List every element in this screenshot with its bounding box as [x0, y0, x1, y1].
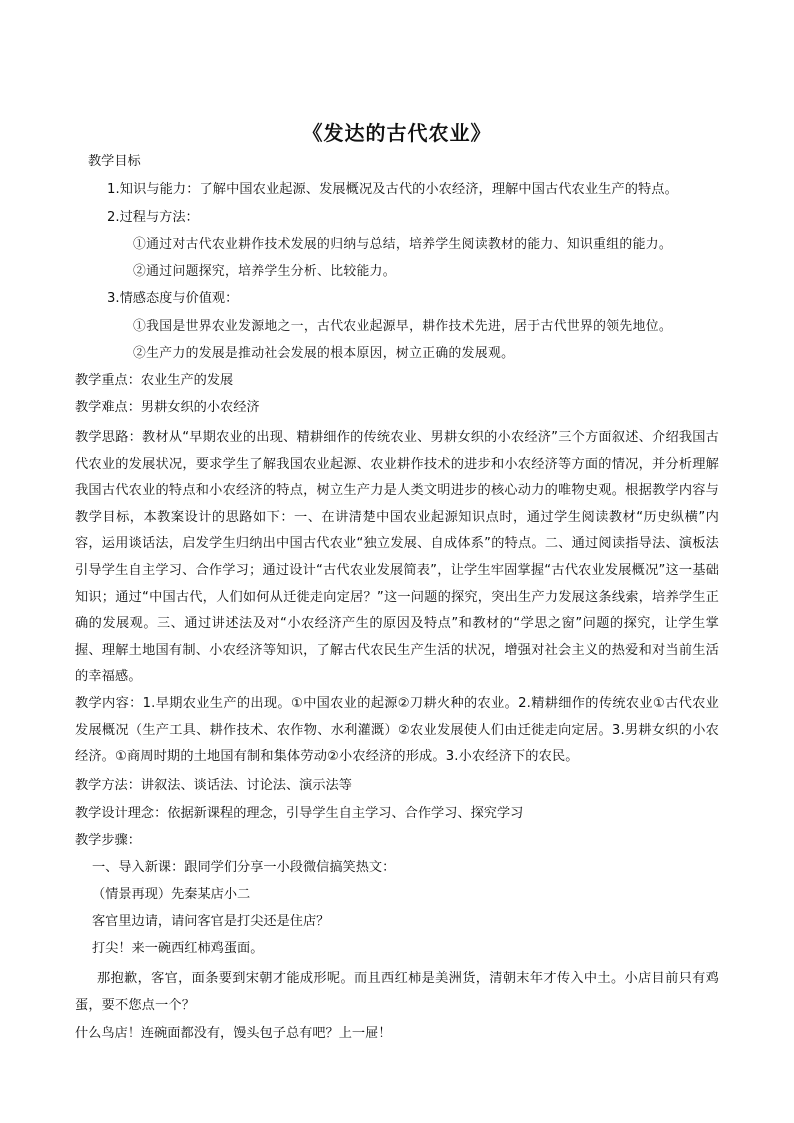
design-concept: 教学设计理念：依据新课程的理念，引导学生自主学习、合作学习、探究学习: [75, 806, 524, 821]
step-intro: 一、导入新课：跟同学们分享一小段微信搞笑热文：: [92, 860, 396, 875]
goal-knowledge: 1.知识与能力：了解中国农业起源、发展概况及古代的小农经济，理解中国古代农业生产的特点。: [107, 182, 678, 197]
key-point: 教学重点：农业生产的发展: [75, 373, 234, 388]
goal-process-a: ①通过对古代农业耕作技术发展的归纳与总结，培养学生阅读教材的能力、知识重组的能力。: [133, 237, 673, 252]
goal-process-b: ②通过问题探究，培养学生分析、比较能力。: [133, 264, 396, 279]
dialog-line: 客官里边请，请问客官是打尖还是住店？: [92, 914, 330, 929]
dialog-line: 什么鸟店！连碗面都没有，馒头包子总有吧？上一屉！: [75, 1026, 392, 1041]
dialog-line: 打尖！来一碗西红柿鸡蛋面。: [92, 941, 264, 956]
goals-heading: 教学目标: [88, 154, 141, 169]
goal-values-b: ②生产力的发展是推动社会发展的根本原因，树立正确的发展观。: [133, 346, 515, 361]
goal-values: 3.情感态度与价值观：: [107, 291, 239, 306]
difficulty: 教学难点：男耕女织的小农经济: [75, 400, 260, 415]
goal-process: 2.过程与方法：: [107, 210, 199, 225]
teaching-approach: 教学思路：教材从“早期农业的出现、精耕细作的传统农业、男耕女织的小农经济”三个方面叙述、介绍我国古代农业的发展状况，要求学生了解我国农业起源、农业耕作技术的进步和小农经济等方面的情况，并分析理解我国古代农业的特点和小农经济的特点，树立生产力是人类文明进步的核心动力的唯物史观。根据教学内容与教学目标，本教案设计的思路如下：一、在讲清楚中国农业起源知识点时，通过学生阅读教材“历史纵横”内容，运用谈话法，启发学生归纳出中国古代农业“独立发展、自成体系”的特点。二、通过阅读指导法、演板法引导学生自主学习、合作学习；通过设计“古代农业发展简表”，让学生牢固掌握“古代农业发展概况”这一基础知识；通过“中国古代，人们如何从迁徙走向定居？”这一问题的探究，突出生产力发展这条线索，培养学生正确的发展观。三、通过讲述法及对“小农经济产生的原因及特点”和教材的“学思之窗”问题的探究，让学生掌握、理解土地国有制、小农经济等知识，了解古代农民生产生活的状况，增强对社会主义的热爱和对当前生活的幸福感。: [75, 430, 719, 685]
dialog-line: 那抱歉，客官，面条要到宋朝才能成形呢。而且西红柿是美洲货，清朝末年才传入中土。小店目前只有鸡蛋，要不您点一个？: [75, 971, 719, 1013]
goal-values-a: ①我国是世界农业发源地之一，古代农业起源早，耕作技术先进，居于古代世界的领先地位。: [133, 319, 673, 334]
page-title: 《发达的古代农业》: [302, 121, 492, 145]
teaching-methods: 教学方法：讲叙法、谈话法、讨论法、演示法等: [75, 778, 352, 793]
scene-label: （情景再现）先秦某店小二: [92, 887, 251, 902]
teaching-content: 教学内容：1.早期农业生产的出现。①中国农业的起源②刀耕火种的农业。2.精耕细作的传统农业①古代农业发展概况（生产工具、耕作技术、农作物、水利灌溉）②农业发展使人们由迁徙走向定居。3.男耕女织的小农经济。①商周时期的土地国有制和集体劳动②小农经济的形成。3.小农经济下的农民。: [75, 696, 719, 765]
teaching-steps: 教学步骤：: [75, 833, 141, 848]
